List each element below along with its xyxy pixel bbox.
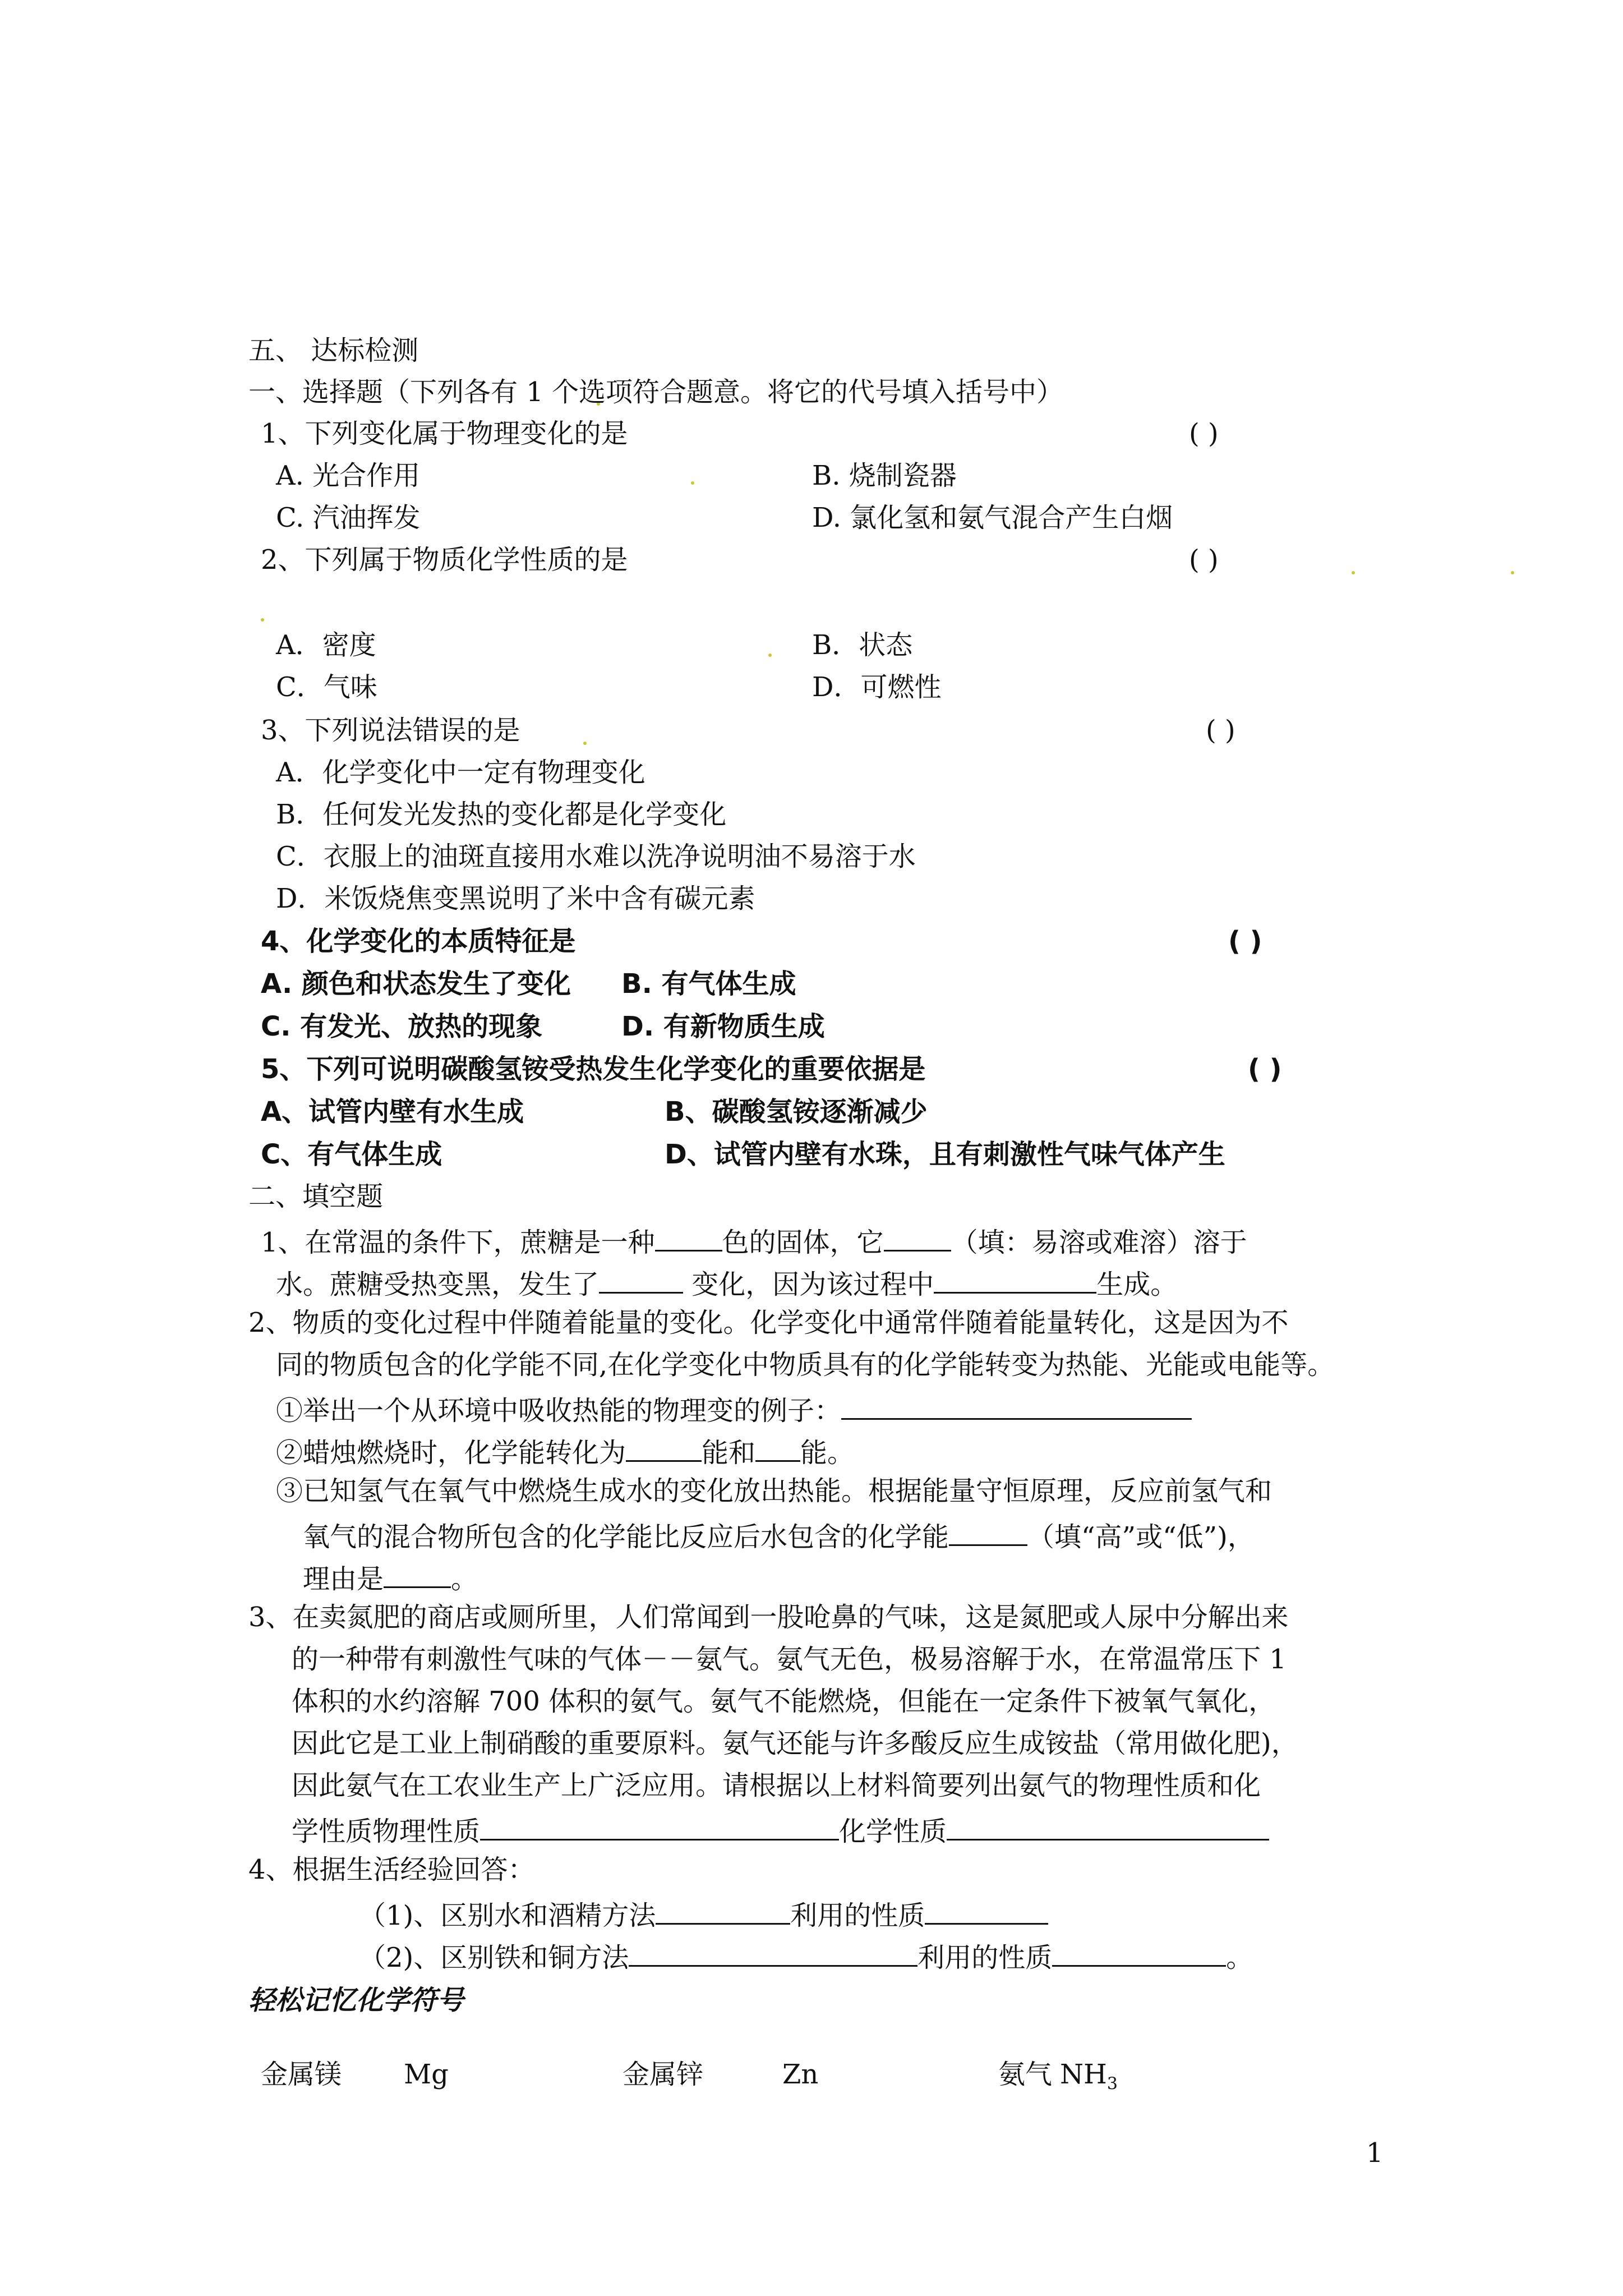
q2-option-c: C．气味 bbox=[276, 671, 377, 703]
page-number: 1 bbox=[1366, 2137, 1384, 2169]
chemical-formula: NH bbox=[1060, 2059, 1107, 2090]
fill-q1-text-f: 生成。 bbox=[1096, 1269, 1178, 1300]
memo-item-name: 金属镁 bbox=[261, 2059, 342, 2090]
q4-option-c: C. 有发光、放热的现象 bbox=[261, 1011, 543, 1042]
scan-speck bbox=[583, 742, 587, 745]
scan-speck bbox=[1511, 571, 1514, 574]
blank[interactable] bbox=[655, 1222, 722, 1251]
blank[interactable] bbox=[884, 1222, 951, 1251]
section-title: 五、 达标检测 bbox=[248, 335, 419, 366]
q4-answer-bracket: ( ) bbox=[1228, 926, 1262, 957]
q1-option-d: D. 氯化氢和氨气混合产生白烟 bbox=[812, 502, 1173, 533]
q3-option-b: B．任何发光发热的变化都是化学变化 bbox=[276, 799, 727, 830]
q4-option-d: D. 有新物质生成 bbox=[621, 1011, 825, 1042]
fill-q4-sub2 bbox=[359, 1937, 1253, 1975]
fill-q1-text-c: （填：易溶或难溶）溶于 bbox=[951, 1227, 1247, 1258]
fill-q4-sub2-text-c: 。 bbox=[1226, 1942, 1253, 1973]
blank[interactable] bbox=[947, 1811, 1269, 1841]
fill-q1-line2 bbox=[276, 1264, 1177, 1301]
fill-q2-sub1 bbox=[276, 1390, 1192, 1428]
fill-q2-sub3-line3 bbox=[303, 1558, 478, 1596]
scan-speck bbox=[768, 654, 772, 657]
blank[interactable] bbox=[480, 1811, 839, 1841]
fill-q2-sub3-text-c: （填“高”或“低”)， bbox=[1027, 1521, 1255, 1553]
memo-item-name: 氨气 bbox=[998, 2059, 1053, 2090]
q5-stem: 5、下列可说明碳酸氢铵受热发生化学变化的重要依据是 bbox=[261, 1053, 926, 1085]
fill-q2-sub3-text-e: 。 bbox=[451, 1563, 478, 1595]
scan-speck bbox=[691, 481, 694, 485]
fill-q3-line5: 因此氨气在工农业生产上广泛应用。请根据以上材料简要列出氨气的物理性质和化 bbox=[292, 1770, 1261, 1801]
memo-title: 轻松记忆化学符号 bbox=[248, 1985, 464, 2016]
fill-q2-line2: 同的物质包含的化学能不同,在化学变化中物质具有的化学能转变为热能、光能或电能等。 bbox=[276, 1349, 1335, 1381]
fill-q4-sub2-text-a: （2)、区别铁和铜方法 bbox=[359, 1942, 629, 1973]
q2-answer-bracket: ( ) bbox=[1189, 544, 1219, 576]
blank[interactable] bbox=[841, 1390, 1192, 1420]
fill-q2-sub3-line2 bbox=[303, 1516, 1255, 1554]
q3-option-c: C．衣服上的油斑直接用水难以洗净说明油不易溶于水 bbox=[276, 841, 916, 872]
fill-q3-text-b: 化学性质 bbox=[839, 1816, 947, 1847]
q1-option-c: C. 汽油挥发 bbox=[276, 502, 421, 533]
q5-option-a: A、试管内壁有水生成 bbox=[261, 1096, 524, 1128]
q1-stem: 1、下列变化属于物理变化的是 bbox=[261, 418, 628, 449]
q5-option-d: D、试管内壁有水珠，且有刺激性气味气体产生 bbox=[665, 1139, 1225, 1170]
chemical-formula-subscript: 3 bbox=[1106, 2074, 1118, 2094]
fill-q1-text-d: 水。蔗糖受热变黑，发生了 bbox=[276, 1269, 600, 1300]
fill-q2-sub2-text-b: 能和 bbox=[702, 1437, 756, 1469]
fill-q2-sub3-line1: ③已知氢气在氧气中燃烧生成水的变化放出热能。根据能量守恒原理，反应前氢气和 bbox=[276, 1475, 1272, 1507]
fill-q1-text-b: 色的固体，它 bbox=[722, 1227, 884, 1258]
fill-q2-sub2-text-c: 能。 bbox=[800, 1437, 855, 1469]
fill-q3-line4: 因此它是工业上制硝酸的重要原料。氨气还能与许多酸反应生成铵盐（常用做化肥)， bbox=[292, 1728, 1298, 1759]
fill-q4-title: 4、根据生活经验回答： bbox=[248, 1854, 535, 1885]
fill-q3-line6 bbox=[292, 1811, 1269, 1848]
memo-item-symbol bbox=[1060, 2058, 1118, 2101]
blank[interactable] bbox=[925, 1895, 1048, 1925]
fill-q2-sub3-text-d: 理由是 bbox=[303, 1563, 384, 1595]
q2-stem: 2、下列属于物质化学性质的是 bbox=[261, 544, 628, 576]
blank[interactable] bbox=[384, 1558, 451, 1588]
q5-option-c: C、有气体生成 bbox=[261, 1139, 442, 1170]
blank[interactable] bbox=[626, 1432, 702, 1462]
fill-q3-text-a: 学性质物理性质 bbox=[292, 1816, 481, 1847]
memo-item-symbol: Zn bbox=[782, 2059, 819, 2090]
q3-option-d: D．米饭烧焦变黑说明了米中含有碳元素 bbox=[276, 883, 755, 914]
blank[interactable] bbox=[934, 1264, 1096, 1294]
q2-option-b: B．状态 bbox=[812, 629, 913, 661]
fill-q1-line1 bbox=[261, 1222, 1247, 1259]
fill-q1-text-e: 变化，因为该过程中 bbox=[683, 1269, 934, 1300]
q3-option-a: A．化学变化中一定有物理变化 bbox=[276, 757, 645, 788]
memo-item-name: 金属锌 bbox=[623, 2059, 704, 2090]
blank[interactable] bbox=[949, 1516, 1027, 1546]
fill-q3-line1: 3、在卖氮肥的商店或厕所里，人们常闻到一股呛鼻的气味，这是氮肥或人尿中分解出来 bbox=[248, 1602, 1289, 1633]
blank[interactable] bbox=[629, 1937, 917, 1967]
blank[interactable] bbox=[1052, 1937, 1226, 1967]
blank[interactable] bbox=[755, 1432, 800, 1462]
blank[interactable] bbox=[656, 1895, 790, 1925]
scan-speck bbox=[1352, 571, 1355, 574]
fill-q1-text-a: 1、在常温的条件下，蔗糖是一种 bbox=[261, 1227, 655, 1258]
fill-q2-sub2-text-a: ②蜡烛燃烧时，化学能转化为 bbox=[276, 1437, 626, 1469]
memo-item-symbol: Mg bbox=[404, 2059, 449, 2090]
blank[interactable] bbox=[599, 1264, 683, 1294]
q3-stem: 3、下列说法错误的是 bbox=[261, 715, 520, 746]
part1-title: 一、选择题（下列各有 1 个选项符合题意。将它的代号填入括号中） bbox=[248, 376, 1064, 408]
fill-q2-sub1-text: ①举出一个从环境中吸收热能的物理变的例子： bbox=[276, 1395, 842, 1427]
part2-title: 二、填空题 bbox=[248, 1181, 384, 1212]
q1-option-a: A. 光合作用 bbox=[276, 460, 421, 491]
fill-q3-line3: 体积的水约溶解 700 体积的氨气。氨气不能燃烧，但能在一定条件下被氧气氧化， bbox=[292, 1686, 1276, 1717]
q2-option-a: A．密度 bbox=[276, 629, 376, 661]
fill-q2-line1: 2、物质的变化过程中伴随着能量的变化。化学变化中通常伴随着能量转化，这是因为不 bbox=[248, 1307, 1289, 1338]
q3-answer-bracket: ( ) bbox=[1206, 715, 1235, 746]
scan-speck bbox=[261, 618, 264, 622]
fill-q4-sub2-text-b: 利用的性质 bbox=[917, 1942, 1053, 1973]
q4-option-b: B. 有气体生成 bbox=[621, 968, 796, 1000]
q2-option-d: D．可燃性 bbox=[812, 671, 942, 703]
q5-option-b: B、碳酸氢铵逐渐减少 bbox=[665, 1096, 928, 1128]
fill-q3-line2: 的一种带有刺激性气味的气体－－氨气。氨气无色，极易溶解于水，在常温常压下 1 bbox=[292, 1644, 1287, 1675]
q5-answer-bracket: ( ) bbox=[1248, 1053, 1282, 1085]
q4-stem: 4、化学变化的本质特征是 bbox=[261, 926, 576, 957]
fill-q4-sub1-text-b: 利用的性质 bbox=[790, 1900, 925, 1931]
q4-option-a: A. 颜色和状态发生了变化 bbox=[261, 968, 571, 1000]
fill-q4-sub1 bbox=[359, 1895, 1048, 1932]
fill-q4-sub1-text-a: （1)、区别水和酒精方法 bbox=[359, 1900, 656, 1931]
q1-option-b: B. 烧制瓷器 bbox=[812, 460, 957, 491]
fill-q2-sub2 bbox=[276, 1432, 854, 1470]
fill-q2-sub3-text-b: 氧气的混合物所包含的化学能比反应后水包含的化学能 bbox=[303, 1521, 949, 1553]
q1-answer-bracket: ( ) bbox=[1189, 418, 1219, 449]
